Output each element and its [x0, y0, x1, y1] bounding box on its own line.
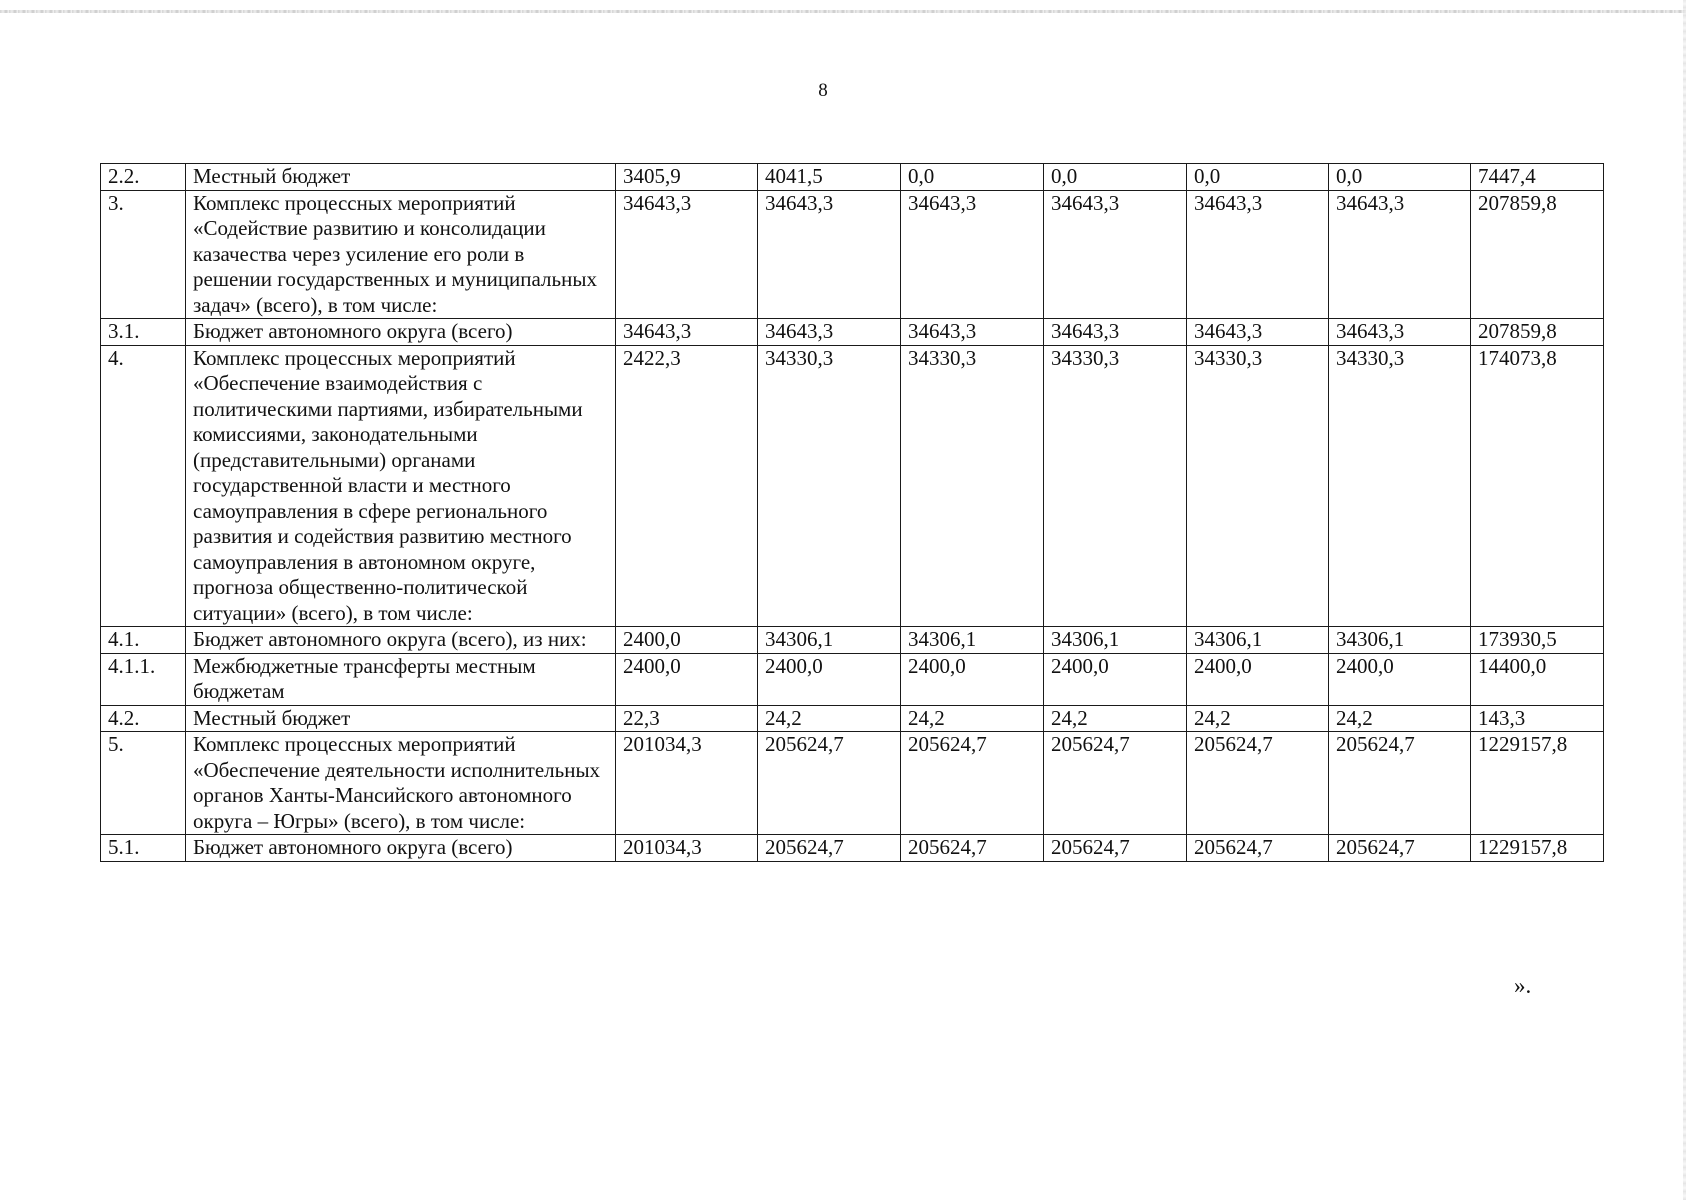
row-number-cell: 4.1.: [101, 627, 186, 654]
value-cell: 34330,3: [901, 345, 1044, 627]
table-row: [101, 345, 1604, 627]
value-cell: 34643,3: [758, 319, 901, 346]
scan-edge-top: [0, 10, 1686, 13]
row-name-cell: Местный бюджет: [186, 705, 616, 732]
closing-quote-mark: ».: [1514, 973, 1532, 998]
value-cell: 201034,3: [616, 835, 758, 862]
value-cell: 34306,1: [1044, 627, 1187, 654]
value-cell: 2400,0: [1044, 653, 1187, 705]
value-cell: 3405,9: [616, 164, 758, 191]
row-number-cell: 4.1.1.: [101, 653, 186, 705]
value-cell: 207859,8: [1471, 190, 1604, 319]
value-cell: 2400,0: [1187, 653, 1329, 705]
row-name-cell: Комплекс процессных мероприятий «Обеспечение деятельности исполнительных органов Ханты-Мансийского автономного округа – Югры» (всего), в том числе:: [186, 732, 616, 835]
table-row: [101, 190, 1604, 319]
value-cell: 34643,3: [1187, 319, 1329, 346]
value-cell: 2400,0: [901, 653, 1044, 705]
value-cell: 2400,0: [616, 627, 758, 654]
value-cell: 205624,7: [758, 732, 901, 835]
value-cell: 34330,3: [1187, 345, 1329, 627]
value-cell: 205624,7: [901, 835, 1044, 862]
row-number-cell: 3.1.: [101, 319, 186, 346]
value-cell: 24,2: [901, 705, 1044, 732]
value-cell: 34306,1: [1329, 627, 1471, 654]
value-cell: 34643,3: [1044, 190, 1187, 319]
value-cell: 205624,7: [1044, 732, 1187, 835]
row-name-cell: Бюджет автономного округа (всего): [186, 319, 616, 346]
value-cell: 24,2: [1187, 705, 1329, 732]
row-number-cell: 2.2.: [101, 164, 186, 191]
row-number-cell: 4.: [101, 345, 186, 627]
value-cell: 34643,3: [758, 190, 901, 319]
value-cell: 4041,5: [758, 164, 901, 191]
value-cell: 22,3: [616, 705, 758, 732]
value-cell: 34643,3: [901, 190, 1044, 319]
row-number-cell: 5.1.: [101, 835, 186, 862]
value-cell: 34643,3: [1329, 319, 1471, 346]
value-cell: 0,0: [1187, 164, 1329, 191]
table-row: [101, 627, 1604, 654]
value-cell: 205624,7: [1329, 732, 1471, 835]
value-cell: 34306,1: [758, 627, 901, 654]
row-number-cell: 5.: [101, 732, 186, 835]
value-cell: 0,0: [1329, 164, 1471, 191]
value-cell: 0,0: [1044, 164, 1187, 191]
value-cell: 1229157,8: [1471, 835, 1604, 862]
value-cell: 24,2: [1044, 705, 1187, 732]
value-cell: 24,2: [1329, 705, 1471, 732]
row-name-cell: Комплекс процессных мероприятий «Содействие развитию и консолидации казачества через усиление его роли в решении государственных и муниципальных задач» (всего), в том числе:: [186, 190, 616, 319]
table-row: [101, 164, 1604, 191]
value-cell: 205624,7: [901, 732, 1044, 835]
value-cell: 2400,0: [616, 653, 758, 705]
value-cell: 34330,3: [1329, 345, 1471, 627]
table-row: [101, 732, 1604, 835]
row-number-cell: 4.2.: [101, 705, 186, 732]
value-cell: 2422,3: [616, 345, 758, 627]
row-number-cell: 3.: [101, 190, 186, 319]
value-cell: 205624,7: [1044, 835, 1187, 862]
row-name-cell: Межбюджетные трансферты местным бюджетам: [186, 653, 616, 705]
value-cell: 34306,1: [1187, 627, 1329, 654]
value-cell: 34643,3: [616, 190, 758, 319]
value-cell: 205624,7: [1329, 835, 1471, 862]
value-cell: 7447,4: [1471, 164, 1604, 191]
value-cell: 14400,0: [1471, 653, 1604, 705]
value-cell: 201034,3: [616, 732, 758, 835]
value-cell: 205624,7: [758, 835, 901, 862]
page-number: 8: [818, 80, 828, 101]
value-cell: 2400,0: [1329, 653, 1471, 705]
row-name-cell: Бюджет автономного округа (всего), из них:: [186, 627, 616, 654]
table-row: [101, 835, 1604, 862]
table-row: [101, 319, 1604, 346]
value-cell: 0,0: [901, 164, 1044, 191]
value-cell: 34643,3: [1329, 190, 1471, 319]
value-cell: 34330,3: [758, 345, 901, 627]
budget-table: [100, 163, 1604, 862]
value-cell: 34643,3: [616, 319, 758, 346]
value-cell: 34643,3: [1044, 319, 1187, 346]
value-cell: 34643,3: [901, 319, 1044, 346]
row-name-cell: Комплекс процессных мероприятий «Обеспечение взаимодействия с политическими партиями, избирательными комиссиями, законодательными (представительными) органами государственной власти и местного самоуправления в сфере регионального развития и содействия развитию местного самоуправления в автономном округе, прогноза общественно-политической ситуации» (всего), в том числе:: [186, 345, 616, 627]
value-cell: 34330,3: [1044, 345, 1187, 627]
row-name-cell: Бюджет автономного округа (всего): [186, 835, 616, 862]
value-cell: 24,2: [758, 705, 901, 732]
value-cell: 174073,8: [1471, 345, 1604, 627]
value-cell: 1229157,8: [1471, 732, 1604, 835]
value-cell: 205624,7: [1187, 732, 1329, 835]
value-cell: 207859,8: [1471, 319, 1604, 346]
value-cell: 205624,7: [1187, 835, 1329, 862]
value-cell: 2400,0: [758, 653, 901, 705]
table-row: [101, 653, 1604, 705]
value-cell: 34643,3: [1187, 190, 1329, 319]
value-cell: 34306,1: [901, 627, 1044, 654]
value-cell: 143,3: [1471, 705, 1604, 732]
table-row: [101, 705, 1604, 732]
value-cell: 173930,5: [1471, 627, 1604, 654]
row-name-cell: Местный бюджет: [186, 164, 616, 191]
